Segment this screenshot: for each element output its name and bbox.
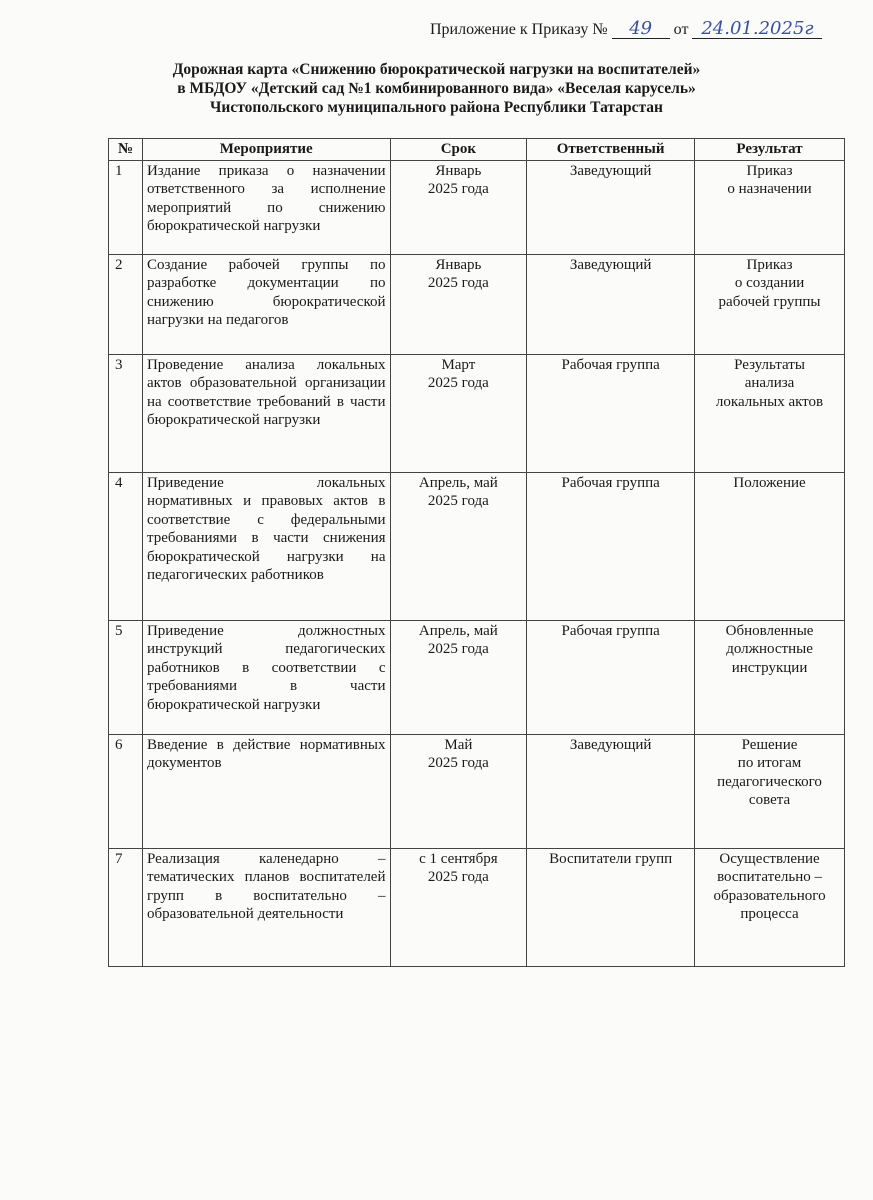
table-row (109, 620, 845, 734)
order-date: 24.01.2025г (692, 20, 822, 39)
term-line: 2025 года (427, 755, 489, 771)
row-number: 5 (109, 620, 143, 734)
result-line: Положение (733, 474, 806, 491)
term-cell (390, 472, 527, 620)
responsible-cell: Рабочая группа (527, 472, 695, 620)
event-cell: Приведение должностных инструкций педагогических работников в соответствии с требованиями в части бюрократической нагрузки (142, 620, 390, 734)
roadmap-table (108, 138, 845, 967)
event-cell: Проведение анализа локальных актов образовательной организации на соответствие требований в части бюрократической нагрузки (142, 354, 390, 472)
result-line: локальных актов (715, 393, 824, 410)
result-line: Приказ (746, 256, 793, 273)
table-row (109, 160, 845, 254)
result-line: рабочей группы (718, 293, 821, 310)
col-responsible: Ответственный (527, 139, 695, 161)
result-line: Решение (741, 736, 798, 753)
responsible-cell: Заведующий (527, 160, 695, 254)
result-line: инструкции (731, 659, 808, 676)
result-line: процесса (740, 906, 799, 922)
term-line: 2025 года (427, 493, 489, 509)
result-line: педагогического (717, 773, 822, 790)
title-line-1: Дорожная карта «Снижению бюрократической нагрузки на воспитателей» (172, 61, 701, 78)
order-number: 49 (612, 20, 670, 39)
responsible-cell: Рабочая группа (527, 354, 695, 472)
term-line: Май (444, 736, 473, 753)
term-cell (390, 160, 527, 254)
row-number: 2 (109, 254, 143, 354)
event-cell: Реализация каленедарно – тематических планов воспитателей групп в воспитательно – образовательной деятельности (142, 848, 390, 966)
result-line: Осуществление (719, 850, 820, 867)
col-term: Срок (390, 139, 527, 161)
col-event: Мероприятие (142, 139, 390, 161)
term-line: с 1 сентября (419, 850, 498, 867)
title-line-3: Чистопольского муниципального района Республики Татарстан (210, 99, 663, 116)
row-number: 1 (109, 160, 143, 254)
event-cell: Введение в действие нормативных документов (142, 734, 390, 848)
table-row (109, 354, 845, 472)
result-line: о назначении (727, 181, 812, 197)
event-cell: Приведение локальных нормативных и правовых актов в соответствие с федеральными требованиями в части снижения бюрократической нагрузки на педагогических работников (142, 472, 390, 620)
col-result: Результат (695, 139, 845, 161)
table-header-row (109, 139, 845, 161)
responsible-cell: Рабочая группа (527, 620, 695, 734)
result-line: должностные (726, 641, 813, 657)
row-number: 6 (109, 734, 143, 848)
term-cell (390, 734, 527, 848)
row-number: 4 (109, 472, 143, 620)
result-line: о создании (734, 275, 805, 291)
term-line: Январь (435, 256, 482, 273)
row-number: 7 (109, 848, 143, 966)
table-row (109, 472, 845, 620)
title-line-2: в МБДОУ «Детский сад №1 комбинированного вида» «Веселая карусель» (177, 80, 696, 97)
appendix-header (430, 20, 822, 39)
term-line: Апрель, май (418, 622, 498, 639)
result-line: образовательного (713, 887, 826, 904)
term-cell (390, 254, 527, 354)
result-cell (695, 254, 845, 354)
term-line: Апрель, май (418, 474, 498, 491)
result-cell (695, 620, 845, 734)
term-cell (390, 848, 527, 966)
result-line: по итогам (737, 755, 802, 771)
result-cell (695, 472, 845, 620)
term-line: 2025 года (427, 181, 489, 197)
term-line: 2025 года (427, 275, 489, 291)
result-line: Результаты (734, 356, 805, 373)
result-cell (695, 354, 845, 472)
document-title (0, 60, 873, 117)
result-line: Приказ (746, 162, 793, 179)
term-line: Март (441, 356, 476, 373)
col-number: № (109, 139, 143, 161)
term-line: 2025 года (427, 375, 489, 391)
term-cell (390, 620, 527, 734)
result-line: анализа (744, 375, 795, 391)
table-row (109, 254, 845, 354)
from-label: от (673, 21, 689, 38)
result-line: воспитательно – (717, 869, 822, 885)
result-cell (695, 160, 845, 254)
term-line: 2025 года (427, 641, 489, 657)
result-line: совета (748, 792, 791, 808)
result-cell (695, 848, 845, 966)
result-line: Обновленные (725, 622, 814, 639)
responsible-cell: Воспитатели групп (527, 848, 695, 966)
term-line: 2025 года (427, 869, 489, 885)
responsible-cell: Заведующий (527, 734, 695, 848)
result-cell (695, 734, 845, 848)
table-row (109, 734, 845, 848)
row-number: 3 (109, 354, 143, 472)
appendix-label: Приложение к Приказу № (430, 21, 608, 38)
event-cell: Издание приказа о назначении ответственного за исполнение мероприятий по снижению бюрократической нагрузки (142, 160, 390, 254)
term-cell (390, 354, 527, 472)
table-row (109, 848, 845, 966)
term-line: Январь (435, 162, 482, 179)
responsible-cell: Заведующий (527, 254, 695, 354)
event-cell: Создание рабочей группы по разработке документации по снижению бюрократической нагрузки на педагогов (142, 254, 390, 354)
